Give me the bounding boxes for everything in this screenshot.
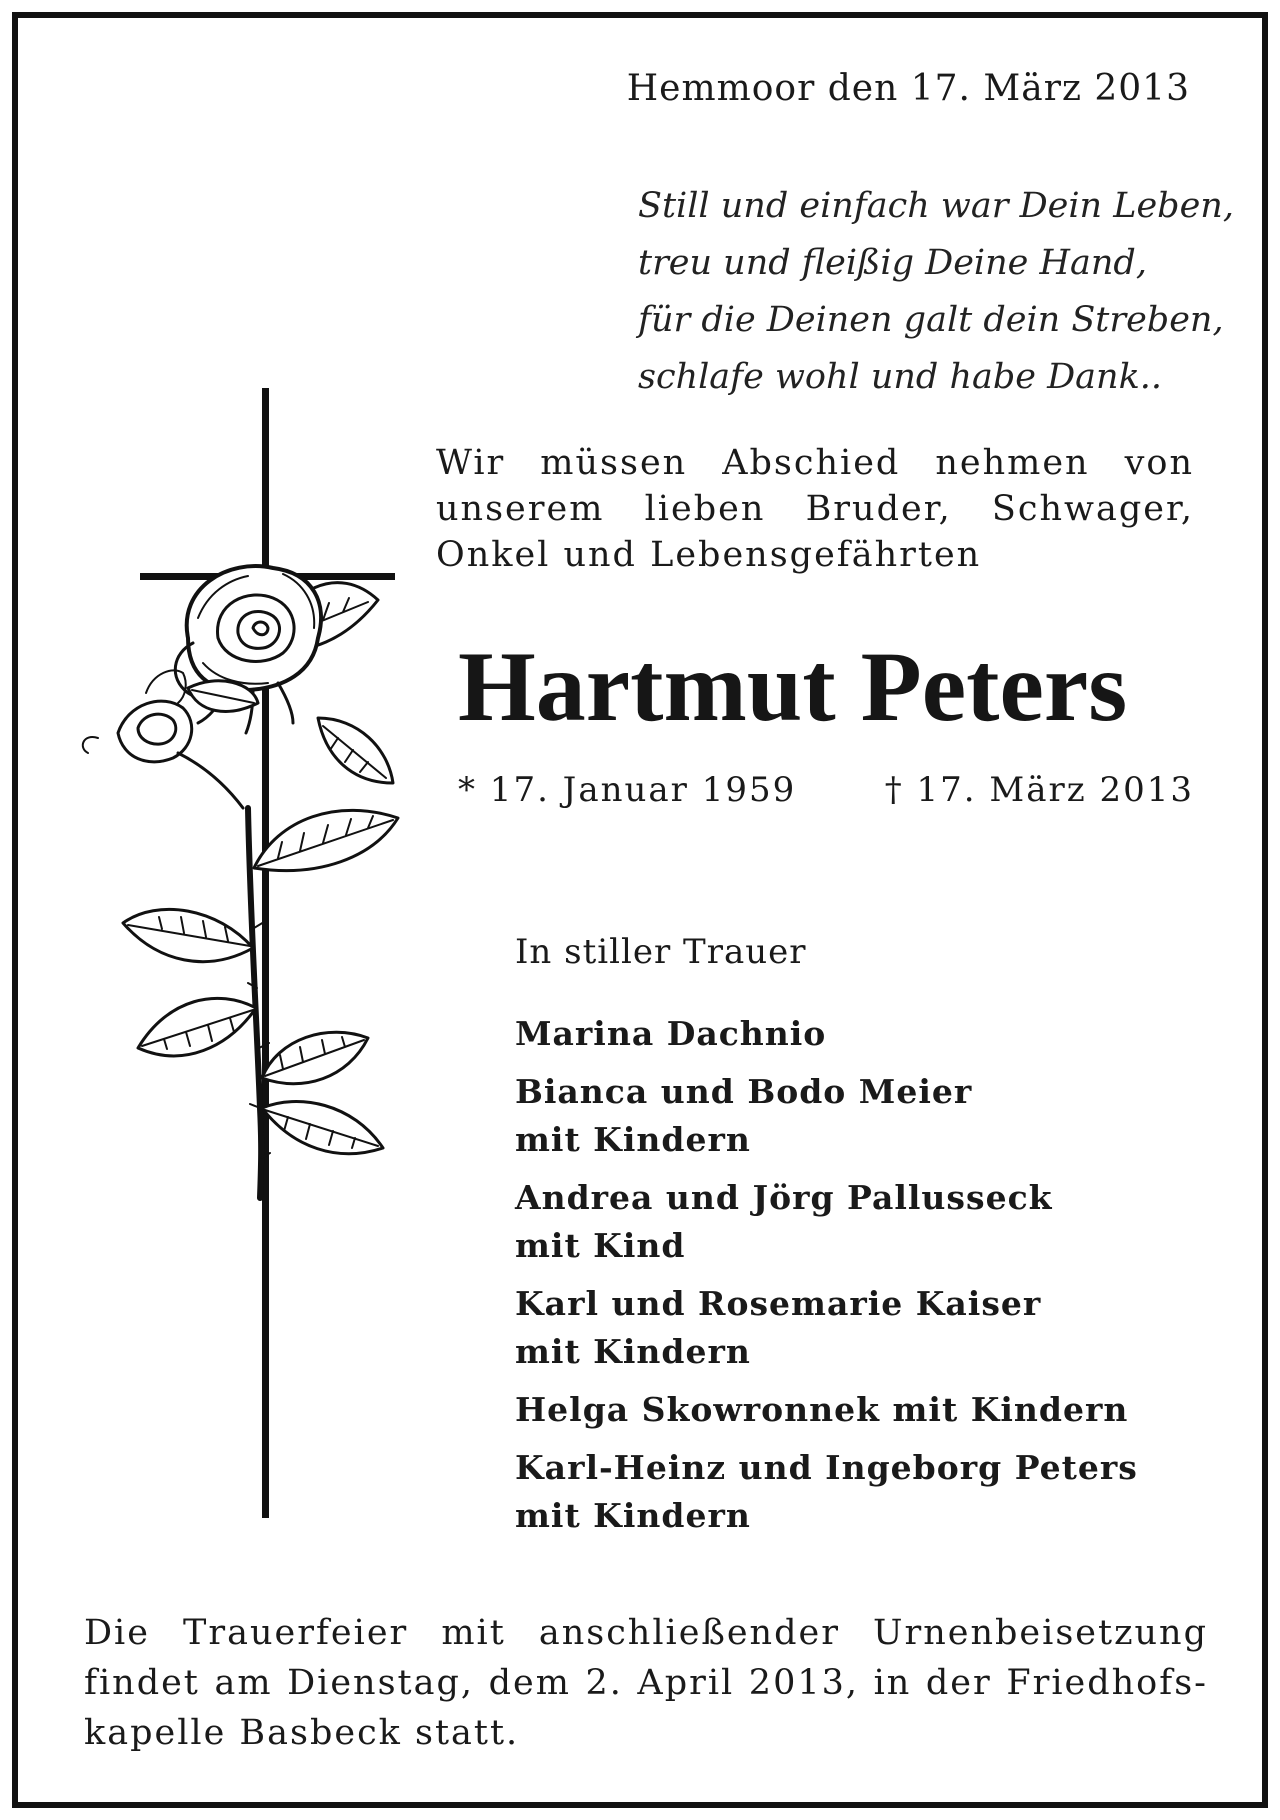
poem [638, 178, 1238, 406]
poem-line: schlafe wohl und habe Dank.. [638, 357, 1163, 397]
death-date: † 17. März 2013 [884, 770, 1194, 810]
mourner-line: Karl-Heinz und Ingeborg Peters [515, 1448, 1138, 1487]
mourner-line: Karl und Rosemarie Kaiser [515, 1284, 1042, 1323]
mourner-entry [515, 1444, 1215, 1540]
ceremony-notice: Die Trauerfeier mit anschließender Urnenbeisetzung findet am Dienstag, dem 2. April 2013, in der Friedhofs-kapelle Basbeck statt. [84, 1613, 1208, 1753]
place-date: Hemmoor den 17. März 2013 [626, 68, 1190, 109]
mourner-line: Bianca und Bodo Meier [515, 1072, 973, 1111]
mourner-line: mit Kindern [515, 1332, 751, 1371]
intro-text: Wir müssen Abschied nehmen von unserem lieben Bruder, Schwager, Onkel und Lebensgefährten [436, 443, 1194, 575]
birth-date: * 17. Januar 1959 [458, 770, 797, 810]
mourner-line: mit Kindern [515, 1120, 751, 1159]
poem-line: für die Deinen galt dein Streben, [638, 300, 1224, 340]
mourning-heading: In stiller Trauer [515, 932, 807, 972]
mourner-line: Andrea und Jörg Pallusseck [515, 1178, 1053, 1217]
poem-line: Still und einfach war Dein Leben, [638, 186, 1234, 226]
mourner-entry [515, 1386, 1215, 1434]
mourner-entry [515, 1280, 1215, 1376]
mourners-list [515, 1010, 1215, 1550]
cross-with-rose-icon [78, 388, 418, 1538]
rose-icon [83, 566, 398, 1198]
mourner-entry [515, 1010, 1215, 1058]
poem-line: treu und fleißig Deine Hand, [638, 243, 1147, 283]
cross-vertical-beam [262, 388, 269, 1518]
obituary-notice [12, 12, 1268, 1808]
mourner-line: Marina Dachnio [515, 1014, 827, 1053]
mourner-line: Helga Skowronnek mit Kindern [515, 1390, 1129, 1429]
mourner-entry [515, 1174, 1215, 1270]
mourner-line: mit Kind [515, 1226, 686, 1265]
mourner-line: mit Kindern [515, 1496, 751, 1535]
deceased-name: Hartmut Peters [458, 631, 1128, 742]
mourner-entry [515, 1068, 1215, 1164]
